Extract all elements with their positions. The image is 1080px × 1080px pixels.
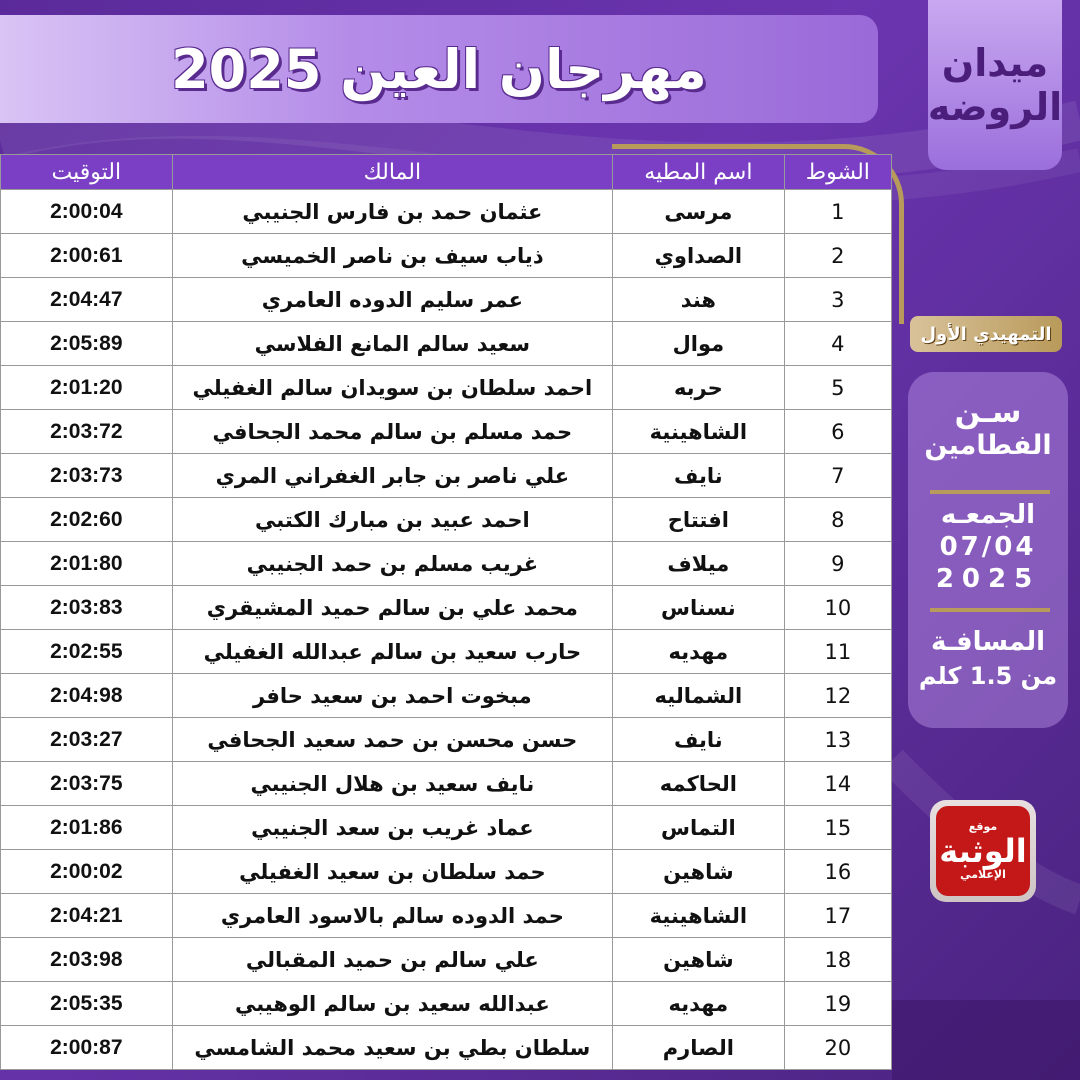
camel-name-cell: ميلاف	[613, 542, 785, 586]
time-cell: 2:03:27	[1, 718, 173, 762]
time-cell: 2:00:61	[1, 234, 173, 278]
owner-cell: حمد مسلم بن سالم محمد الجحافي	[172, 410, 612, 454]
owner-cell: ذياب سيف بن ناصر الخميسي	[172, 234, 612, 278]
rank-cell: 17	[784, 894, 891, 938]
rank-cell: 13	[784, 718, 891, 762]
rank-cell: 18	[784, 938, 891, 982]
time-cell: 2:04:21	[1, 894, 173, 938]
owner-cell: حمد الدوده سالم بالاسود العامري	[172, 894, 612, 938]
table-row	[1, 894, 892, 938]
table-row	[1, 454, 892, 498]
venue-line-1: ميدان	[941, 41, 1049, 85]
category-line-2: الفطامين	[924, 430, 1052, 461]
table-row	[1, 366, 892, 410]
time-cell: 2:00:04	[1, 190, 173, 234]
time-cell: 2:04:98	[1, 674, 173, 718]
table-row	[1, 850, 892, 894]
logo-text-top: موقع	[968, 820, 998, 833]
category-line-1: سـن	[954, 395, 1022, 430]
rank-cell: 1	[784, 190, 891, 234]
table-row	[1, 322, 892, 366]
table-row	[1, 674, 892, 718]
rank-cell: 20	[784, 1026, 891, 1070]
date-line-1: 07/04	[939, 532, 1037, 562]
rank-cell: 19	[784, 982, 891, 1026]
table-row	[1, 982, 892, 1026]
table-row	[1, 278, 892, 322]
header-rank: الشوط	[784, 155, 891, 190]
camel-name-cell: نسناس	[613, 586, 785, 630]
time-cell: 2:02:60	[1, 498, 173, 542]
day-label: الجمعـه	[940, 500, 1036, 530]
camel-name-cell: الشماليه	[613, 674, 785, 718]
rank-cell: 4	[784, 322, 891, 366]
table-row	[1, 630, 892, 674]
table-header-row	[1, 155, 892, 190]
rank-cell: 5	[784, 366, 891, 410]
owner-cell: غريب مسلم بن حمد الجنيبي	[172, 542, 612, 586]
divider-1	[930, 490, 1050, 494]
time-cell: 2:03:98	[1, 938, 173, 982]
venue-line-2: الروضه	[927, 85, 1063, 129]
rank-cell: 8	[784, 498, 891, 542]
logo-text-main: الوثبة	[939, 832, 1027, 870]
time-cell: 2:00:87	[1, 1026, 173, 1070]
camel-name-cell: الشاهينية	[613, 894, 785, 938]
time-cell: 2:01:20	[1, 366, 173, 410]
table-row	[1, 806, 892, 850]
camel-name-cell: التماس	[613, 806, 785, 850]
time-cell: 2:05:89	[1, 322, 173, 366]
rank-cell: 11	[784, 630, 891, 674]
time-cell: 2:02:55	[1, 630, 173, 674]
table-row	[1, 234, 892, 278]
rank-cell: 15	[784, 806, 891, 850]
camel-name-cell: مرسى	[613, 190, 785, 234]
owner-cell: حارب سعيد بن سالم عبدالله الغفيلي	[172, 630, 612, 674]
rank-cell: 3	[784, 278, 891, 322]
owner-cell: حمد سلطان بن سعيد الغفيلي	[172, 850, 612, 894]
table-row	[1, 586, 892, 630]
owner-cell: احمد سلطان بن سويدان سالم الغفيلي	[172, 366, 612, 410]
owner-cell: سعيد سالم المانع الفلاسي	[172, 322, 612, 366]
time-cell: 2:00:02	[1, 850, 173, 894]
venue-box	[928, 0, 1062, 170]
camel-name-cell: موال	[613, 322, 785, 366]
owner-cell: احمد عبيد بن مبارك الكتبي	[172, 498, 612, 542]
stage-badge: التمهيدي الأول	[910, 316, 1062, 352]
camel-name-cell: نايف	[613, 454, 785, 498]
owner-cell: عبدالله سعيد بن سالم الوهيبي	[172, 982, 612, 1026]
table-row	[1, 542, 892, 586]
logo-text-bottom: الإعلامي	[960, 868, 1006, 881]
table-row	[1, 410, 892, 454]
page-title: مهرجان العين 2025	[171, 37, 707, 101]
time-cell: 2:01:86	[1, 806, 173, 850]
alwathba-logo	[930, 800, 1036, 902]
table-row	[1, 938, 892, 982]
owner-cell: مبخوت احمد بن سعيد حافر	[172, 674, 612, 718]
rank-cell: 16	[784, 850, 891, 894]
time-cell: 2:03:73	[1, 454, 173, 498]
camel-name-cell: نايف	[613, 718, 785, 762]
divider-2	[930, 608, 1050, 612]
owner-cell: سلطان بطي بن سعيد محمد الشامسي	[172, 1026, 612, 1070]
camel-name-cell: شاهين	[613, 938, 785, 982]
distance-line-1: المسافـة	[930, 627, 1045, 657]
camel-name-cell: الصارم	[613, 1026, 785, 1070]
rank-cell: 10	[784, 586, 891, 630]
date-line-2: 2025	[935, 564, 1041, 594]
rank-cell: 6	[784, 410, 891, 454]
table-body	[1, 190, 892, 1070]
time-cell: 2:01:80	[1, 542, 173, 586]
header-owner: المالك	[172, 155, 612, 190]
rank-cell: 9	[784, 542, 891, 586]
camel-name-cell: مهديه	[613, 630, 785, 674]
owner-cell: نايف سعيد بن هلال الجنيبي	[172, 762, 612, 806]
info-card	[908, 372, 1068, 728]
owner-cell: حسن محسن بن حمد سعيد الجحافي	[172, 718, 612, 762]
rank-cell: 14	[784, 762, 891, 806]
owner-cell: عمر سليم الدوده العامري	[172, 278, 612, 322]
owner-cell: محمد علي بن سالم حميد المشيقري	[172, 586, 612, 630]
camel-name-cell: الشاهينية	[613, 410, 785, 454]
camel-name-cell: الصداوي	[613, 234, 785, 278]
time-cell: 2:04:47	[1, 278, 173, 322]
camel-name-cell: افتتاح	[613, 498, 785, 542]
time-cell: 2:03:75	[1, 762, 173, 806]
camel-name-cell: شاهين	[613, 850, 785, 894]
header-time: التوقيت	[1, 155, 173, 190]
table-row	[1, 762, 892, 806]
time-cell: 2:03:72	[1, 410, 173, 454]
rank-cell: 12	[784, 674, 891, 718]
rank-cell: 7	[784, 454, 891, 498]
owner-cell: عثمان حمد بن فارس الجنيبي	[172, 190, 612, 234]
camel-name-cell: الحاكمه	[613, 762, 785, 806]
camel-name-cell: هند	[613, 278, 785, 322]
table-row	[1, 190, 892, 234]
camel-name-cell: حربه	[613, 366, 785, 410]
bottom-decor-strip	[892, 1000, 1080, 1080]
title-banner	[0, 15, 878, 123]
rank-cell: 2	[784, 234, 891, 278]
owner-cell: علي ناصر بن جابر الغفراني المري	[172, 454, 612, 498]
results-table	[0, 154, 892, 1070]
time-cell: 2:03:83	[1, 586, 173, 630]
table-row	[1, 718, 892, 762]
distance-line-2: من 1.5 كلم	[918, 662, 1058, 690]
header-camel: اسم المطيه	[613, 155, 785, 190]
logo-badge	[936, 806, 1030, 896]
time-cell: 2:05:35	[1, 982, 173, 1026]
table-row	[1, 1026, 892, 1070]
table-row	[1, 498, 892, 542]
camel-name-cell: مهديه	[613, 982, 785, 1026]
owner-cell: عماد غريب بن سعد الجنيبي	[172, 806, 612, 850]
owner-cell: علي سالم بن حميد المقبالي	[172, 938, 612, 982]
